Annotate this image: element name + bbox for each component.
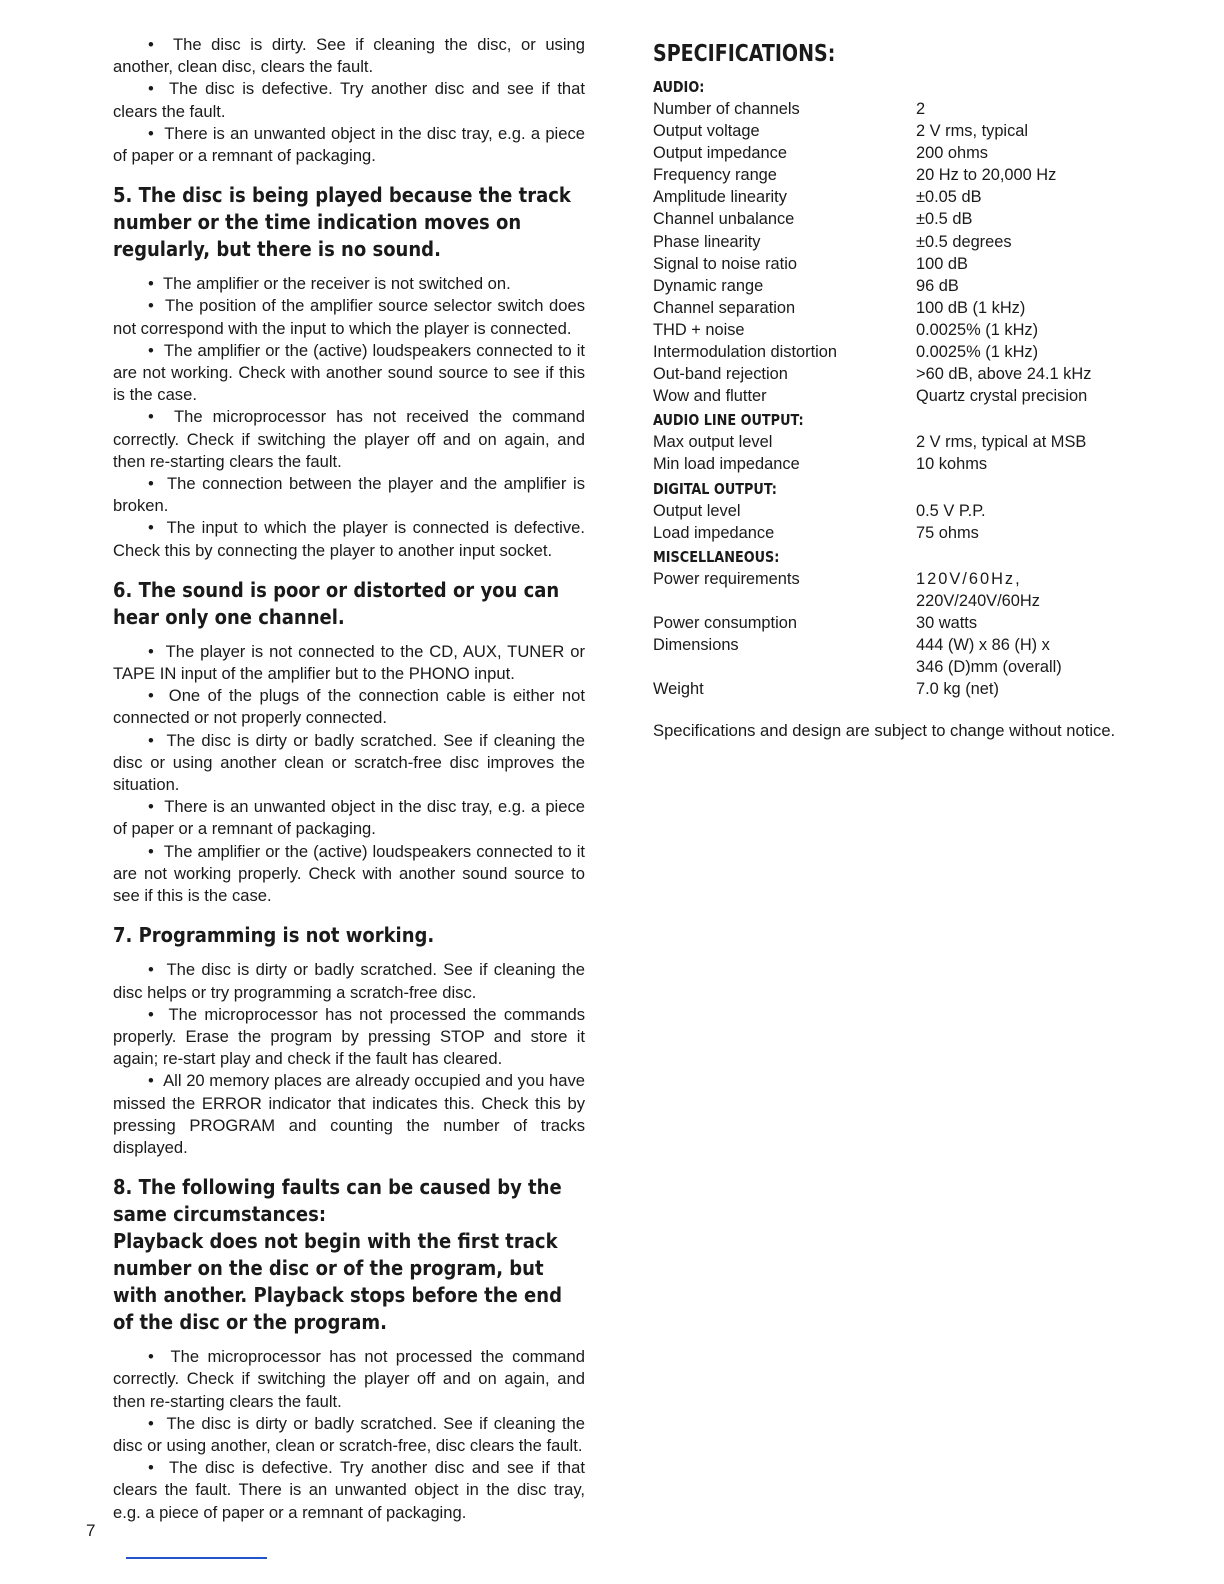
- bullet-item: • The disc is dirty or badly scratched. See if cleaning the disc or using another, clean or scratch-free, disc clears the fault.: [113, 1413, 585, 1457]
- bullet-item: • The disc is dirty or badly scratched. See if cleaning the disc helps or try programming a scratch-free disc.: [113, 959, 585, 1003]
- bullet-item: • The connection between the player and the amplifier is broken.: [113, 473, 585, 517]
- spec-row: [653, 297, 1128, 319]
- section-8-heading: 8. The following faults can be caused by the same circumstances:: [113, 1175, 562, 1227]
- spec-row: [653, 385, 1128, 407]
- spec-row: [653, 186, 1128, 208]
- spec-value: 2 V rms, typical at MSB: [916, 433, 1087, 452]
- spec-value: 100 dB: [916, 254, 968, 273]
- spec-row: [653, 231, 1128, 253]
- specifications-column: [653, 38, 1128, 742]
- bullet-item: • The disc is defective. Try another disc and see if that clears the fault. There is an unwanted object in the disc tray, e.g. a piece of paper or a remnant of packaging.: [113, 1457, 585, 1524]
- spec-row: [653, 590, 1128, 612]
- spec-label: Power consumption: [653, 613, 797, 632]
- spec-label: Output voltage: [653, 122, 760, 141]
- spec-row: [653, 319, 1128, 341]
- spec-value: 2: [916, 100, 926, 118]
- spec-row: [653, 275, 1128, 297]
- specifications-title: SPECIFICATIONS:: [653, 41, 836, 67]
- spec-row: [653, 500, 1128, 522]
- line-output-heading: AUDIO LINE OUTPUT:: [653, 411, 804, 430]
- bullet-item: • The disc is defective. Try another disc and see if that clears the fault.: [113, 78, 585, 122]
- bullet-item: • The amplifier or the (active) loudspeakers connected to it are not working properly. Check with another sound source to see if this is the case.: [113, 841, 585, 908]
- spec-value: 200 ohms: [916, 144, 988, 163]
- spec-value: ±0.05 dB: [916, 188, 982, 207]
- misc-heading: MISCELLANEOUS:: [653, 547, 780, 566]
- spec-row: [653, 120, 1128, 142]
- bullet-item: • One of the plugs of the connection cable is either not connected or not properly connected.: [113, 685, 585, 729]
- audio-spec-list: [653, 98, 1128, 407]
- bullet-item: • The microprocessor has not received the command correctly. Check if switching the player off and on again, and then re-starting clears the fault.: [113, 406, 585, 473]
- bullet-item: • The player is not connected to the CD, AUX, TUNER or TAPE IN input of the amplifier but to the PHONO input.: [113, 641, 585, 685]
- spec-row: [653, 363, 1128, 385]
- specifications-note: Specifications and design are subject to change without notice.: [653, 721, 1116, 741]
- spec-value: 0.5 V P.P.: [916, 501, 986, 520]
- misc-spec-list: [653, 568, 1128, 701]
- page-number: 7: [86, 1521, 96, 1540]
- spec-value: 220V/240V/60Hz: [916, 591, 1040, 610]
- spec-row: [653, 341, 1128, 363]
- spec-value: >60 dB, above 24.1 kHz: [916, 365, 1092, 384]
- bullet-item: • The amplifier or the (active) loudspeakers connected to it are not working. Check with another sound source to see if this is the case.: [113, 340, 585, 407]
- spec-label: Number of channels: [653, 100, 800, 118]
- bullet-item: • The amplifier or the receiver is not switched on.: [113, 273, 585, 295]
- section-7-heading: 7. Programming is not working.: [113, 923, 435, 948]
- troubleshooting-column: [113, 34, 585, 1524]
- spec-value: Quartz crystal precision: [916, 387, 1088, 406]
- section-8-subheading: Playback does not begin with the first track number on the disc or of the program, but with another. Playback stops before the end of the disc or the program.: [113, 1229, 562, 1335]
- bullet-item: • There is an unwanted object in the disc tray, e.g. a piece of paper or a remnant of packaging.: [113, 123, 585, 167]
- spec-label: Output impedance: [653, 144, 787, 163]
- spec-row: [653, 453, 1128, 475]
- spec-label: THD + noise: [653, 320, 745, 339]
- spec-label: Signal to noise ratio: [653, 254, 797, 273]
- spec-label: Wow and flutter: [653, 387, 767, 406]
- bullet-item: • All 20 memory places are already occupied and you have missed the ERROR indicator that indicates this. Check this by pressing PROGRAM and counting the number of tracks displayed.: [113, 1070, 585, 1159]
- bullet-item: • The disc is dirty. See if cleaning the disc, or using another, clean disc, clears the fault.: [113, 34, 585, 78]
- spec-row: [653, 164, 1128, 186]
- spec-value: 96 dB: [916, 276, 959, 295]
- spec-row: [653, 678, 1128, 700]
- spec-value: ±0.5 dB: [916, 210, 973, 229]
- spec-label: Output level: [653, 501, 741, 520]
- spec-value: 10 kohms: [916, 455, 988, 474]
- bullet-item: • The microprocessor has not processed the command correctly. Check if switching the player off and on again, and then re-starting clears the fault.: [113, 1346, 585, 1413]
- spec-label: Frequency range: [653, 166, 777, 185]
- footer-rule: [126, 1557, 267, 1559]
- spec-label: Dimensions: [653, 635, 739, 654]
- spec-label: Phase linearity: [653, 232, 761, 251]
- spec-row: [653, 568, 1128, 590]
- spec-row: [653, 612, 1128, 634]
- spec-label: Min load impedance: [653, 455, 800, 474]
- spec-value: ±0.5 degrees: [916, 232, 1012, 251]
- spec-value: 20 Hz to 20,000 Hz: [916, 166, 1057, 185]
- spec-value: 7.0 kg (net): [916, 680, 999, 699]
- section-5-heading: 5. The disc is being played because the track number or the time indication moves on regularly, but there is no sound.: [113, 183, 571, 262]
- spec-row: [653, 656, 1128, 678]
- digital-output-spec-list: [653, 500, 1128, 544]
- spec-label: Channel separation: [653, 298, 796, 317]
- spec-label: Weight: [653, 680, 704, 699]
- spec-value: 2 V rms, typical: [916, 122, 1029, 141]
- section-6-heading: 6. The sound is poor or distorted or you can hear only one channel.: [113, 577, 560, 629]
- spec-row: [653, 431, 1128, 453]
- spec-label: Load impedance: [653, 523, 775, 542]
- digital-output-heading: DIGITAL OUTPUT:: [653, 479, 777, 498]
- bullet-item: • The input to which the player is connected is defective. Check this by connecting the player to another input socket.: [113, 517, 585, 561]
- audio-heading: AUDIO:: [653, 78, 705, 96]
- spec-row: [653, 208, 1128, 230]
- spec-value: 100 dB (1 kHz): [916, 298, 1026, 317]
- spec-label: Channel unbalance: [653, 210, 795, 229]
- spec-row: [653, 142, 1128, 164]
- spec-row: [653, 522, 1128, 544]
- bullet-item: • There is an unwanted object in the disc tray, e.g. a piece of paper or a remnant of packaging.: [113, 796, 585, 840]
- bullet-item: • The microprocessor has not processed the commands properly. Erase the program by pressing STOP and store it again; re-start play and check if the fault has cleared.: [113, 1004, 585, 1071]
- spec-row: [653, 253, 1128, 275]
- spec-label: Max output level: [653, 433, 773, 452]
- spec-value: 0.0025% (1 kHz): [916, 320, 1039, 339]
- spec-value: 30 watts: [916, 613, 978, 632]
- spec-value: 346 (D)mm (overall): [916, 658, 1062, 677]
- bullet-item: • The position of the amplifier source selector switch does not correspond with the input to which the player is connected.: [113, 295, 585, 339]
- spec-value: 75 ohms: [916, 523, 979, 542]
- spec-value: 0.0025% (1 kHz): [916, 343, 1039, 362]
- spec-label: Amplitude linearity: [653, 188, 787, 207]
- spec-row: [653, 98, 1128, 120]
- spec-label: Power requirements: [653, 569, 800, 588]
- spec-label: Intermodulation distortion: [653, 343, 838, 362]
- spec-row: [653, 634, 1128, 656]
- bullet-item: • The disc is dirty or badly scratched. See if cleaning the disc or using another clean or scratch-free disc improves the situation.: [113, 730, 585, 797]
- spec-value: 120V/60Hz,: [916, 569, 1022, 588]
- spec-value: 444 (W) x 86 (H) x: [916, 635, 1050, 654]
- spec-label: Dynamic range: [653, 276, 764, 295]
- line-output-spec-list: [653, 431, 1128, 475]
- spec-label: Out-band rejection: [653, 365, 788, 384]
